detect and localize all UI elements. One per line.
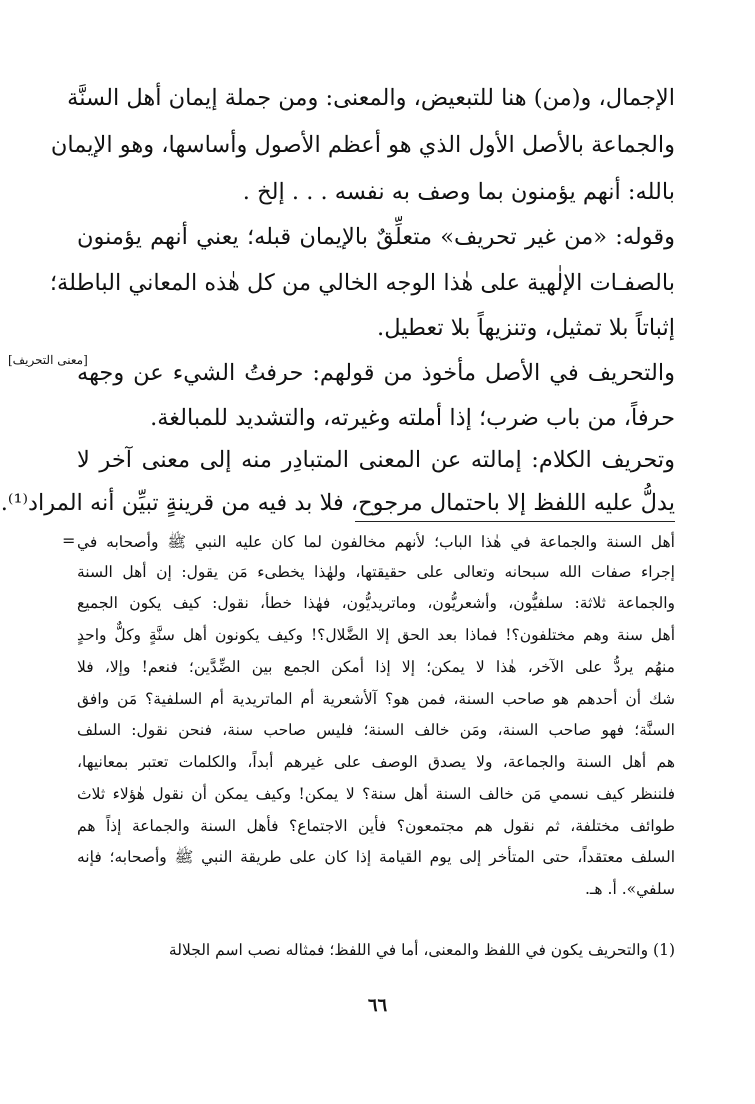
footnote-line: هم أهل السنة والجماعة، ولا يصدق الوصف على غيرهم أبداً، والكلمات تعتبر بمعانيها، [77,753,675,771]
main-text-line: الإجمال، و(من) هنا للتبعيض، والمعنى: ومن جملة إيمان أهل السنَّة [67,85,675,111]
main-text-line: وقوله: «من غير تحريف» متعلِّقٌ بالإيمان قبله؛ يعني أنهم يؤمنون [77,224,675,250]
footnote-line: السلف معتقداً، حتى المتأخر إلى يوم القيامة إذا كان على طريقة النبي ﷺ وأصحابه؛ فإنه [77,848,675,866]
footnote-line: أهل السنة والجماعة في هٰذا الباب؛ لأنهم مخالفون لما كان عليه النبي ﷺ وأصحابه في [77,533,675,551]
page-number: ٦٦ [367,995,388,1016]
footnote-line: والجماعة ثلاثة: سلفيُّون، وأشعريُّون، وماتريديُّون، فهٰذا خطأ، نقول: كيف يكون الجميع [77,594,675,612]
main-text-line: حرفاً، من باب ضرب؛ إذا أملته وغيرته، والتشديد للمبالغة. [150,405,675,431]
footnote-continuation-mark: = [62,531,76,550]
footnote-line: طوائف مختلفة، ثم نقول هم مجتمعون؟ فأين الاجتماع؟ فأهل السنة والجماعة إذاً هم [77,817,675,835]
footnote-line: (1) والتحريف يكون في اللفظ والمعنى، أما في اللفظ؛ فمثاله نصب اسم الجلالة [168,941,675,959]
footnote-separator [355,521,675,522]
footnote-line: أهل سنة وهم مختلفون؟! فماذا بعد الحق إلا الضَّلال؟! وكيف يكونون أهل سنَّةٍ وكلٌّ واحدٍ [77,626,675,644]
main-text-line: والتحريف في الأصل مأخوذ من قولهم: حرفتُ الشيء عن وجهه [77,360,675,386]
main-text-line: وتحريف الكلام: إمالته عن المعنى المتبادِر منه إلى معنى آخر لا [77,447,675,473]
footnote-line: إجراء صفات الله سبحانه وتعالى على حقيقتها، ولهٰذا يخطىء مَن يقول: إن أهل السنة [77,563,675,581]
main-text-line: يدلُّ عليه اللفظ إلا باحتمال مرجوح، فلا بد فيه من قرينةٍ تبيِّن أنه المراد⁽¹⁾. [0,490,675,516]
footnote-line: فلننظر كيف نسمي مَن خالف السنة أهل سنة؟ لا يمكن! وكيف يمكن أن نقول هٰؤلاء ثلاث [77,785,675,803]
footnote-line: شك أن أحدهم هو صاحب السنة، فمن هو؟ آلأشعرية أم الماتريدية أم السلفية؟ مَن وافق [77,690,675,708]
footnote-line: السنَّة؛ فهو صاحب السنة، ومَن خالف السنة؛ فليس صاحب سنة، فنحن نقول: السلف [77,721,675,739]
main-text-line: بالله: أنهم يؤمنون بما وصف به نفسه . . . إلخ . [242,179,675,205]
margin-note: [معنى التحريف] [8,353,88,367]
footnote-line: منهُم يردُّ على الآخر، هٰذا لا يمكن؛ إلا إذا أمكن الجمع بين الضِّدَّين؛ فنعم! وإلا، فلا [77,658,675,676]
main-text-line: إثباتاً بلا تمثيل، وتنزيهاً بلا تعطيل. [377,315,675,341]
main-text-line: بالصفـات الإلٰهية على هٰذا الوجه الخالي من كل هٰذه المعاني الباطلة؛ [49,270,675,296]
main-text-line: والجماعة بالأصل الأول الذي هو أعظم الأصول وأساسها، وهو الإيمان [50,132,675,158]
footnote-line: سلفي». أ. هـ. [584,880,675,898]
